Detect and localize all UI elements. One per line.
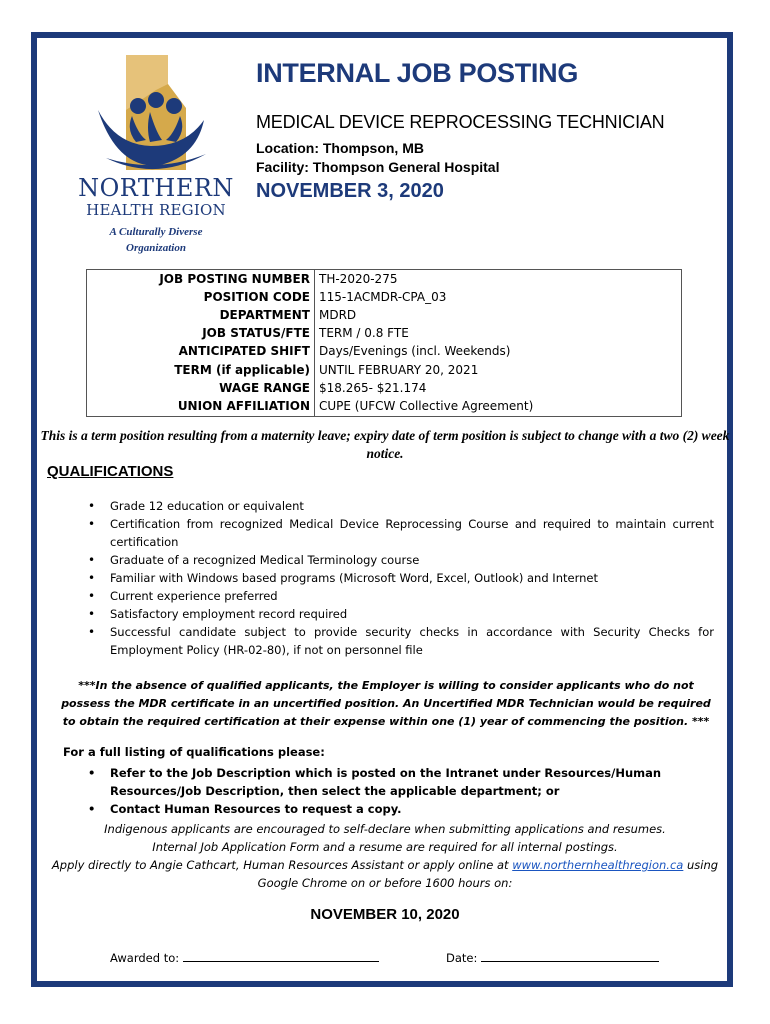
row-label: ANTICIPATED SHIFT bbox=[87, 343, 315, 361]
list-item: • Refer to the Job Description which is posted on the Intranet under Resources/Human Resources/Job Description, then select the applicable department; or bbox=[86, 764, 706, 800]
absence-note: ***In the absence of qualified applicants, the Employer is willing to consider applicants who do not possess the MDR certificate in an uncertified position. An Uncertified MDR Technician would be required to obtain the required certification at their expense within one (1) year of commencing the position. *** bbox=[61, 679, 711, 728]
row-value: UNTIL FEBRUARY 20, 2021 bbox=[319, 362, 479, 377]
qualifications-list bbox=[86, 497, 714, 659]
qualifications-heading: QUALIFICATIONS bbox=[47, 463, 174, 480]
row-label: UNION AFFILIATION bbox=[87, 397, 315, 416]
term-note: This is a term position resulting from a maternity leave; expiry date of term position is subject to change with a two (2) week notice. bbox=[40, 428, 730, 461]
table-row bbox=[87, 288, 682, 306]
row-label: WAGE RANGE bbox=[87, 379, 315, 397]
row-label: JOB POSTING NUMBER bbox=[87, 270, 315, 289]
apply-line: Apply directly to Angie Cathcart, Human Resources Assistant or apply online at www.northernhealthregion.ca using bbox=[51, 858, 719, 872]
row-value: MDRD bbox=[319, 307, 357, 322]
deadline-note: Google Chrome on or before 1600 hours on: bbox=[257, 876, 513, 890]
full-listing-intro: For a full listing of qualifications please: bbox=[63, 745, 325, 759]
row-value: 115-1ACMDR-CPA_03 bbox=[319, 289, 447, 304]
table-row bbox=[87, 325, 682, 343]
table-row bbox=[87, 306, 682, 324]
org-name-line2: HEALTH REGION bbox=[86, 201, 226, 219]
table-row bbox=[87, 270, 682, 289]
apply-instructions bbox=[40, 820, 730, 892]
row-label: DEPARTMENT bbox=[87, 306, 315, 324]
awarded-to-field bbox=[110, 951, 379, 965]
row-value: CUPE (UFCW Collective Agreement) bbox=[319, 398, 534, 413]
awarded-to-blank bbox=[183, 951, 379, 962]
list-item: • Familiar with Windows based programs (Microsoft Word, Excel, Outlook) and Internet bbox=[86, 569, 714, 587]
list-item: • Graduate of a recognized Medical Terminology course bbox=[86, 551, 714, 569]
org-name-line1: NORTHERN bbox=[78, 174, 234, 202]
date-blank bbox=[481, 951, 659, 962]
website-link[interactable]: www.northernhealthregion.ca bbox=[512, 858, 684, 872]
location-block bbox=[256, 139, 499, 177]
job-details-table bbox=[86, 269, 682, 417]
table-row bbox=[87, 343, 682, 361]
list-item: • Grade 12 education or equivalent bbox=[86, 497, 714, 515]
position-title: MEDICAL DEVICE REPROCESSING TECHNICIAN bbox=[256, 112, 665, 132]
list-item: • Contact Human Resources to request a copy. bbox=[86, 800, 706, 818]
list-item: • Successful candidate subject to provide security checks in accordance with Security Checks for Employment Policy (HR-02-80), if not on personnel file bbox=[86, 623, 714, 659]
facility-text: Facility: Thompson General Hospital bbox=[256, 159, 500, 175]
closing-date: NOVEMBER 10, 2020 bbox=[310, 906, 460, 923]
page-title: INTERNAL JOB POSTING bbox=[256, 58, 579, 88]
list-item: • Certification from recognized Medical Device Reprocessing Course and required to maintain current certification bbox=[86, 515, 714, 551]
row-value: Days/Evenings (incl. Weekends) bbox=[319, 344, 511, 359]
table-row bbox=[87, 379, 682, 397]
row-value: TERM / 0.8 FTE bbox=[319, 326, 409, 341]
posting-date: NOVEMBER 3, 2020 bbox=[256, 180, 444, 202]
table-row bbox=[87, 361, 682, 379]
date-label: Date: bbox=[446, 951, 478, 965]
row-label: TERM (if applicable) bbox=[87, 361, 315, 379]
awarded-to-label: Awarded to: bbox=[110, 951, 180, 965]
list-item: • Current experience preferred bbox=[86, 587, 714, 605]
table-row bbox=[87, 397, 682, 416]
row-value: $18.265- $21.174 bbox=[319, 380, 427, 395]
location-text: Location: Thompson, MB bbox=[256, 140, 424, 156]
row-value: TH-2020-275 bbox=[319, 271, 398, 286]
row-label: JOB STATUS/FTE bbox=[87, 325, 315, 343]
date-field bbox=[446, 951, 659, 965]
org-tagline: A Culturally Diverse Organization bbox=[109, 226, 203, 254]
list-item: • Satisfactory employment record required bbox=[86, 605, 714, 623]
indigenous-note: Indigenous applicants are encouraged to self-declare when submitting applications and resumes. bbox=[104, 822, 666, 836]
full-listing-list bbox=[86, 764, 706, 818]
row-label: POSITION CODE bbox=[87, 288, 315, 306]
org-name bbox=[76, 176, 236, 218]
application-requirement: Internal Job Application Form and a resume are required for all internal postings. bbox=[152, 840, 618, 854]
